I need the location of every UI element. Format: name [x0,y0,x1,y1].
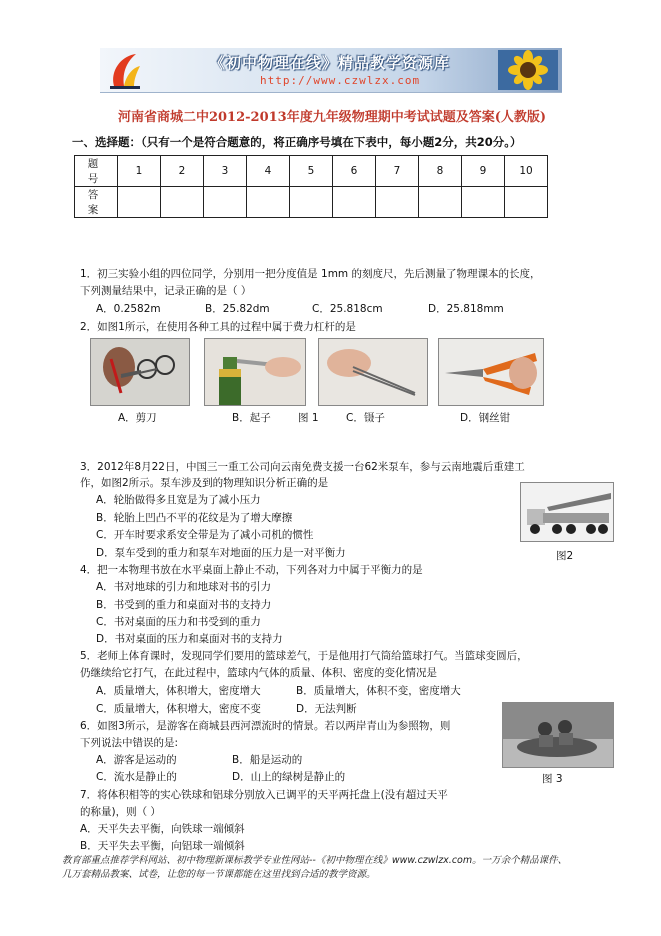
option-a: A．书对地球的引力和地球对书的引力 [96,581,272,593]
question-7-line-1: 7．将体积相等的实心铁球和铝球分别放入已调平的天平两托盘上(没有超过天平 [80,789,448,801]
pliers-photo [438,338,544,406]
bottle-opener-photo [204,338,306,406]
option-a: A．0.2582m [96,303,161,315]
table-cell: 10 [505,156,548,187]
option-c: C．书对桌面的压力和书受到的重力 [96,616,261,628]
option-d: D．书对桌面的压力和桌面对书的支持力 [96,633,283,645]
table-row-label: 题 号 [75,156,118,187]
pump-truck-icon [521,483,613,541]
table-row [75,156,548,187]
question-5-line-2: 仍继续给它打气，在此过程中，篮球内气体的质量、体积、密度的变化情况是 [80,667,437,679]
rafting-icon [503,703,613,767]
answer-cell-4[interactable] [247,187,290,218]
question-3-line-1: 3．2012年8月22日，中国三一重工公司向云南免费支援一台62米泵车，参与云南地震后重建工 [80,461,525,473]
option-a: A．天平失去平衡，向铁球一端倾斜 [80,823,245,835]
sunflower-icon [498,50,558,90]
tweezers-photo [318,338,428,406]
question-5-line-1: 5．老师上体育课时，发现同学们要用的篮球差气，于是他用打气筒给篮球打气。当篮球变圆后， [80,650,528,662]
answer-cell-1[interactable] [118,187,161,218]
footer-line-2: 几万套精品教案、试卷，让您的每一节课都能在这里找到合适的教学资源。 [62,869,376,880]
table-cell: 4 [247,156,290,187]
caption-a: A．剪刀 [118,412,157,424]
table-cell: 8 [419,156,462,187]
figure-1-caption: 图 1 [298,412,319,424]
option-c: C．质量增大，体积增大，密度不变 [96,703,261,715]
table-cell: 6 [333,156,376,187]
caption-c: C．镊子 [346,412,385,424]
option-c: C．开车时要求系安全带是为了减小司机的惯性 [96,529,314,541]
option-d: D．泵车受到的重力和泵车对地面的压力是一对平衡力 [96,547,346,559]
question-6-line-2: 下列说法中错误的是: [80,737,179,749]
footer-line-1: 教育部重点推荐学科网站、初中物理新课标教学专业性网站--《初中物理在线》www.czwlzx.com。一万余个精品课件、 [62,855,568,866]
answer-cell-8[interactable] [419,187,462,218]
banner-title: 《初中物理在线》精品教学资源库 [210,54,451,72]
caption-b: B．起子 [232,412,271,424]
page-footer [62,854,622,882]
option-b: B．轮胎上凹凸不平的花纹是为了增大摩擦 [96,512,293,524]
table-cell: 9 [462,156,505,187]
question-6-line-1: 6．如图3所示，是游客在商城县西河漂流时的情景。若以两岸青山为参照物，则 [80,720,451,732]
option-a: A．游客是运动的 [96,754,177,766]
header-banner [100,48,562,93]
option-b: B．船是运动的 [232,754,303,766]
option-b: B．25.82dm [205,303,270,315]
tweezers-icon [319,339,427,405]
table-cell: 7 [376,156,419,187]
answer-cell-9[interactable] [462,187,505,218]
answer-cell-7[interactable] [376,187,419,218]
option-c: C．25.818cm [312,303,383,315]
question-1-line-2: 下列测量结果中，记录正确的是（ ） [80,285,252,297]
caption-d: D．钢丝钳 [460,412,511,424]
option-b: B．质量增大，体积不变，密度增大 [296,685,461,697]
question-3-line-2: 作，如图2所示。泵车涉及到的物理知识分析正确的是 [80,477,329,489]
answer-cell-2[interactable] [161,187,204,218]
table-cell: 1 [118,156,161,187]
answer-cell-6[interactable] [333,187,376,218]
question-7-line-2: 的称量)，则（ ） [80,806,161,818]
table-cell: 3 [204,156,247,187]
table-row-label: 答 案 [75,187,118,218]
figure-2-caption: 图2 [556,550,574,562]
section-heading: 一、选择题：（只有一个是符合题意的，将正确序号填在下表中，每小题2分，共20分。） [72,135,522,149]
option-a: A．轮胎做得多且宽是为了减小压力 [96,494,261,506]
question-4-stem: 4．把一本物理书放在水平桌面上静止不动，下列各对力中属于平衡力的是 [80,564,423,576]
option-d: D．山上的绿树是静止的 [232,771,346,783]
table-cell: 2 [161,156,204,187]
figure-3-caption: 图 3 [542,773,563,785]
option-b: B．书受到的重力和桌面对书的支持力 [96,599,272,611]
option-a: A．质量增大，体积增大，密度增大 [96,685,261,697]
question-2-stem: 2．如图1所示，在使用各种工具的过程中属于费力杠杆的是 [80,321,356,333]
pump-truck-photo [520,482,614,542]
rafting-photo [502,702,614,768]
answer-cell-10[interactable] [505,187,548,218]
document-title: 河南省商城二中2012-2013年度九年级物理期中考试试题及答案(人教版) [117,110,547,125]
option-d: D．25.818mm [428,303,504,315]
answer-cell-5[interactable] [290,187,333,218]
answer-table [74,155,548,218]
table-cell: 5 [290,156,333,187]
pliers-icon [439,339,543,405]
scissors-photo [90,338,190,406]
question-1-line-1: 1．初三实验小组的四位同学，分别用一把分度值是 1mm 的刻度尺，先后测量了物理课本的长度， [80,268,541,280]
table-row [75,187,548,218]
site-logo-icon [106,50,144,90]
option-c: C．流水是静止的 [96,771,177,783]
option-b: B．天平失去平衡，向铝球一端倾斜 [80,840,245,852]
answer-cell-3[interactable] [204,187,247,218]
bottle-opener-icon [205,339,305,405]
option-d: D．无法判断 [296,703,357,715]
scissors-icon [91,339,189,405]
banner-url[interactable]: http://www.czwlzx.com [260,74,421,87]
